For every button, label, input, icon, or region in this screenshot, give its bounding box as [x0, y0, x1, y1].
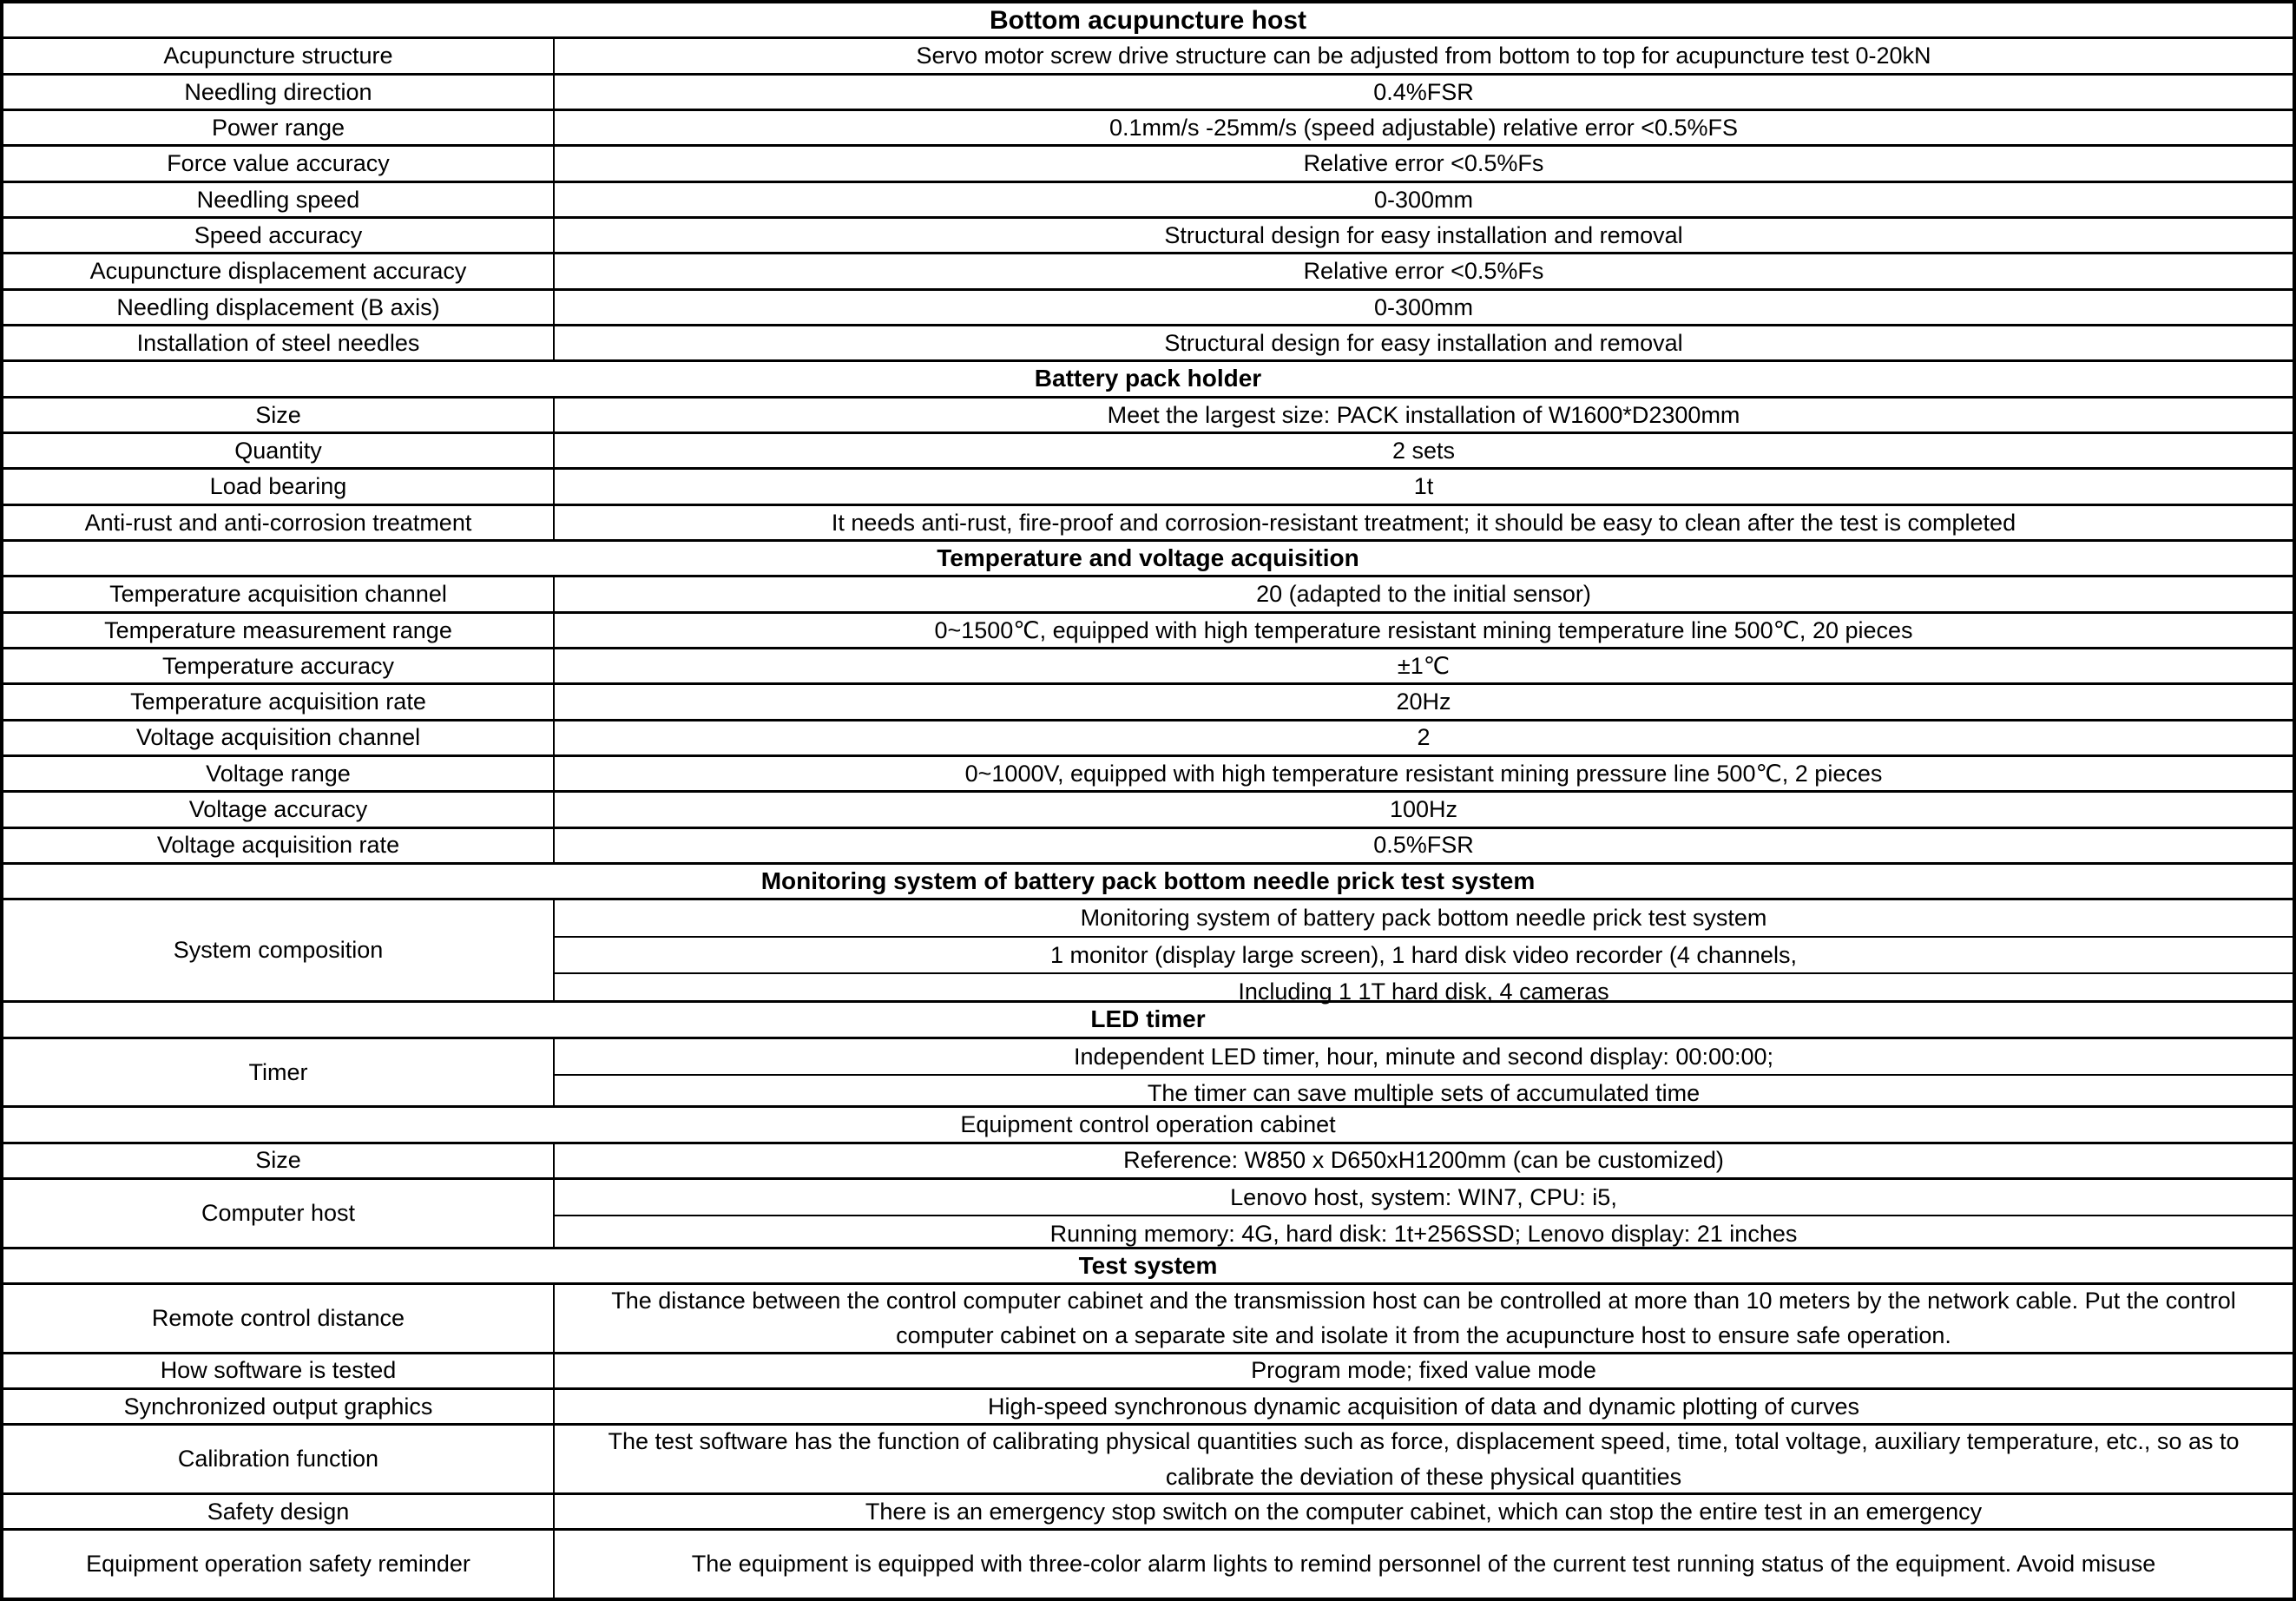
spec-value: ±1℃	[1397, 652, 1451, 679]
section-header: Monitoring system of battery pack bottom needle prick test system	[760, 867, 1536, 895]
spec-label: Force value accuracy	[3, 147, 555, 180]
spec-label: Temperature accuracy	[3, 649, 555, 682]
spec-label: Timer	[3, 1039, 555, 1106]
spec-row	[3, 719, 2293, 754]
spec-row	[3, 73, 2293, 109]
spec-label: Needling displacement (B axis)	[3, 291, 555, 324]
spec-value: 0.5%FSR	[1373, 832, 1474, 859]
spec-value: The test software has the function of calibrating physical quantities such as force, displacement speed, time, total voltage, auxiliary temperature, etc., so as to calibrate the deviation of these physical quantities	[608, 1428, 2240, 1490]
spec-value: Reference: W850 x D650xH1200mm (can be customized)	[1123, 1147, 1724, 1174]
section-header-row	[3, 1247, 2293, 1282]
spec-value: 0~1500℃, equipped with high temperature resistant mining temperature line 500℃, 20 pieces	[934, 616, 1913, 643]
section-header-row	[3, 3, 2293, 36]
spec-label: Installation of steel needles	[3, 326, 555, 359]
spec-value: 0~1000V, equipped with high temperature resistant mining pressure line 500℃, 2 pieces	[964, 760, 1883, 787]
spec-row	[3, 181, 2293, 216]
spec-row	[3, 611, 2293, 647]
spec-value: Relative error <0.5%Fs	[1303, 150, 1544, 177]
spec-value: 2	[1417, 724, 1431, 751]
spec-row	[3, 754, 2293, 790]
spec-value: Servo motor screw drive structure can be adjusted from bottom to top for acupuncture test 0-20kN	[916, 43, 1931, 69]
spec-value: Meet the largest size: PACK installation of W1600*D2300mm	[1107, 401, 1740, 428]
section-header-row	[3, 1105, 2293, 1141]
spec-value: 0.1mm/s -25mm/s (speed adjustable) relative error <0.5%FS	[1109, 114, 1739, 141]
spec-value: It needs anti-rust, fire-proof and corrosion-resistant treatment; it should be easy to clean after the test is completed	[831, 509, 2016, 536]
spec-row	[3, 252, 2293, 287]
spec-row	[3, 898, 2293, 1005]
spec-value: 0.4%FSR	[1373, 78, 1474, 105]
spec-value: 20Hz	[1396, 688, 1451, 715]
section-header-row	[3, 1000, 2293, 1036]
spec-row	[3, 1387, 2293, 1423]
spec-label: Acupuncture displacement accuracy	[3, 254, 555, 287]
spec-value-group	[555, 1039, 2293, 1106]
spec-label: System composition	[3, 900, 555, 1000]
spec-row	[3, 109, 2293, 144]
spec-value: The equipment is equipped with three-color alarm lights to remind personnel of the current test running status of the equipment. Avoid misuse	[691, 1551, 2156, 1578]
spec-value: Running memory: 4G, hard disk: 1t+256SSD; Lenovo display: 21 inches	[555, 1215, 2293, 1252]
spec-label: Acupuncture structure	[3, 39, 555, 72]
spec-value: Including 1 1T hard disk, 4 cameras	[555, 972, 2293, 1010]
section-header-row	[3, 539, 2293, 575]
spec-value: The timer can save multiple sets of accumulated time	[555, 1074, 2293, 1111]
spec-row	[3, 1177, 2293, 1247]
spec-label: Voltage acquisition rate	[3, 829, 555, 862]
spec-label: Voltage acquisition channel	[3, 721, 555, 754]
spec-label: Size	[3, 399, 555, 432]
spec-row	[3, 432, 2293, 467]
spec-value-group	[555, 1180, 2293, 1247]
spec-row	[3, 1142, 2293, 1177]
spec-row	[3, 647, 2293, 682]
spec-label: Computer host	[3, 1180, 555, 1247]
spec-value: 100Hz	[1389, 796, 1458, 823]
spec-row	[3, 1423, 2293, 1492]
spec-row	[3, 288, 2293, 324]
spec-label: Quantity	[3, 434, 555, 467]
spec-row	[3, 324, 2293, 359]
spec-value: Relative error <0.5%Fs	[1303, 258, 1544, 285]
spec-value: Program mode; fixed value mode	[1251, 1357, 1596, 1384]
spec-label: Temperature measurement range	[3, 614, 555, 647]
spec-value: 2 sets	[1391, 437, 1456, 464]
spec-row	[3, 1037, 2293, 1106]
table-title: Bottom acupuncture host	[990, 5, 1306, 35]
spec-row	[3, 396, 2293, 432]
spec-label: Needling direction	[3, 76, 555, 109]
spec-value: 0-300mm	[1373, 293, 1474, 320]
spec-row	[3, 827, 2293, 862]
spec-row	[3, 144, 2293, 180]
spec-label: Size	[3, 1144, 555, 1177]
section-header: LED timer	[1090, 1005, 1206, 1033]
spec-value: The distance between the control computer cabinet and the transmission host can be controlled at more than 10 meters by the network cable. Put the control computer cabinet on a separate site and isolate it from the acupuncture host to ensure safe operation.	[611, 1287, 2236, 1349]
spec-value: 1 monitor (display large screen), 1 hard disk video recorder (4 channels,	[555, 936, 2293, 973]
spec-label: Load bearing	[3, 470, 555, 503]
spec-row	[3, 682, 2293, 718]
spec-row	[3, 36, 2293, 72]
spec-value: There is an emergency stop switch on the computer cabinet, which can stop the entire test in an emergency	[865, 1498, 1983, 1525]
spec-label: Speed accuracy	[3, 219, 555, 252]
spec-label: Voltage accuracy	[3, 793, 555, 826]
spec-label: Power range	[3, 111, 555, 144]
spec-value: 1t	[1413, 473, 1434, 500]
spec-value: Independent LED timer, hour, minute and second display: 00:00:00;	[1073, 1043, 1774, 1070]
spec-value: 0-300mm	[1373, 186, 1474, 213]
spec-value: Lenovo host, system: WIN7, CPU: i5,	[1230, 1183, 1617, 1210]
spec-value: High-speed synchronous dynamic acquisition of data and dynamic plotting of curves	[987, 1393, 1860, 1420]
spec-row	[3, 1492, 2293, 1528]
spec-row	[3, 467, 2293, 503]
spec-label: Calibration function	[3, 1426, 555, 1492]
section-header: Test system	[1078, 1251, 1218, 1279]
spec-label: Temperature acquisition rate	[3, 685, 555, 718]
spec-label: Equipment operation safety reminder	[3, 1531, 555, 1598]
spec-value: Structural design for easy installation and removal	[1164, 329, 1683, 356]
spec-value-group	[555, 900, 2293, 1005]
spec-value: 20 (adapted to the initial sensor)	[1256, 581, 1591, 608]
section-header-row	[3, 862, 2293, 898]
spec-label: Voltage range	[3, 757, 555, 790]
section-header-row	[3, 359, 2293, 395]
spec-row	[3, 1352, 2293, 1387]
spec-value: Monitoring system of battery pack bottom needle prick test system	[1080, 905, 1767, 932]
spec-value: Structural design for easy installation and removal	[1164, 221, 1683, 248]
spec-label: Temperature acquisition channel	[3, 577, 555, 610]
spec-row	[3, 504, 2293, 539]
spec-row	[3, 1528, 2293, 1598]
section-header: Temperature and voltage acquisition	[937, 544, 1359, 572]
section-header: Equipment control operation cabinet	[960, 1111, 1336, 1138]
spec-label: Safety design	[3, 1495, 555, 1528]
spec-label: Synchronized output graphics	[3, 1390, 555, 1423]
spec-label: Anti-rust and anti-corrosion treatment	[3, 506, 555, 539]
spec-row	[3, 790, 2293, 826]
spec-row	[3, 216, 2293, 252]
spec-label: Needling speed	[3, 183, 555, 216]
section-header: Battery pack holder	[1034, 365, 1262, 392]
spec-label: Remote control distance	[3, 1285, 555, 1352]
spec-label: How software is tested	[3, 1354, 555, 1387]
spec-row	[3, 575, 2293, 610]
spec-row	[3, 1282, 2293, 1352]
